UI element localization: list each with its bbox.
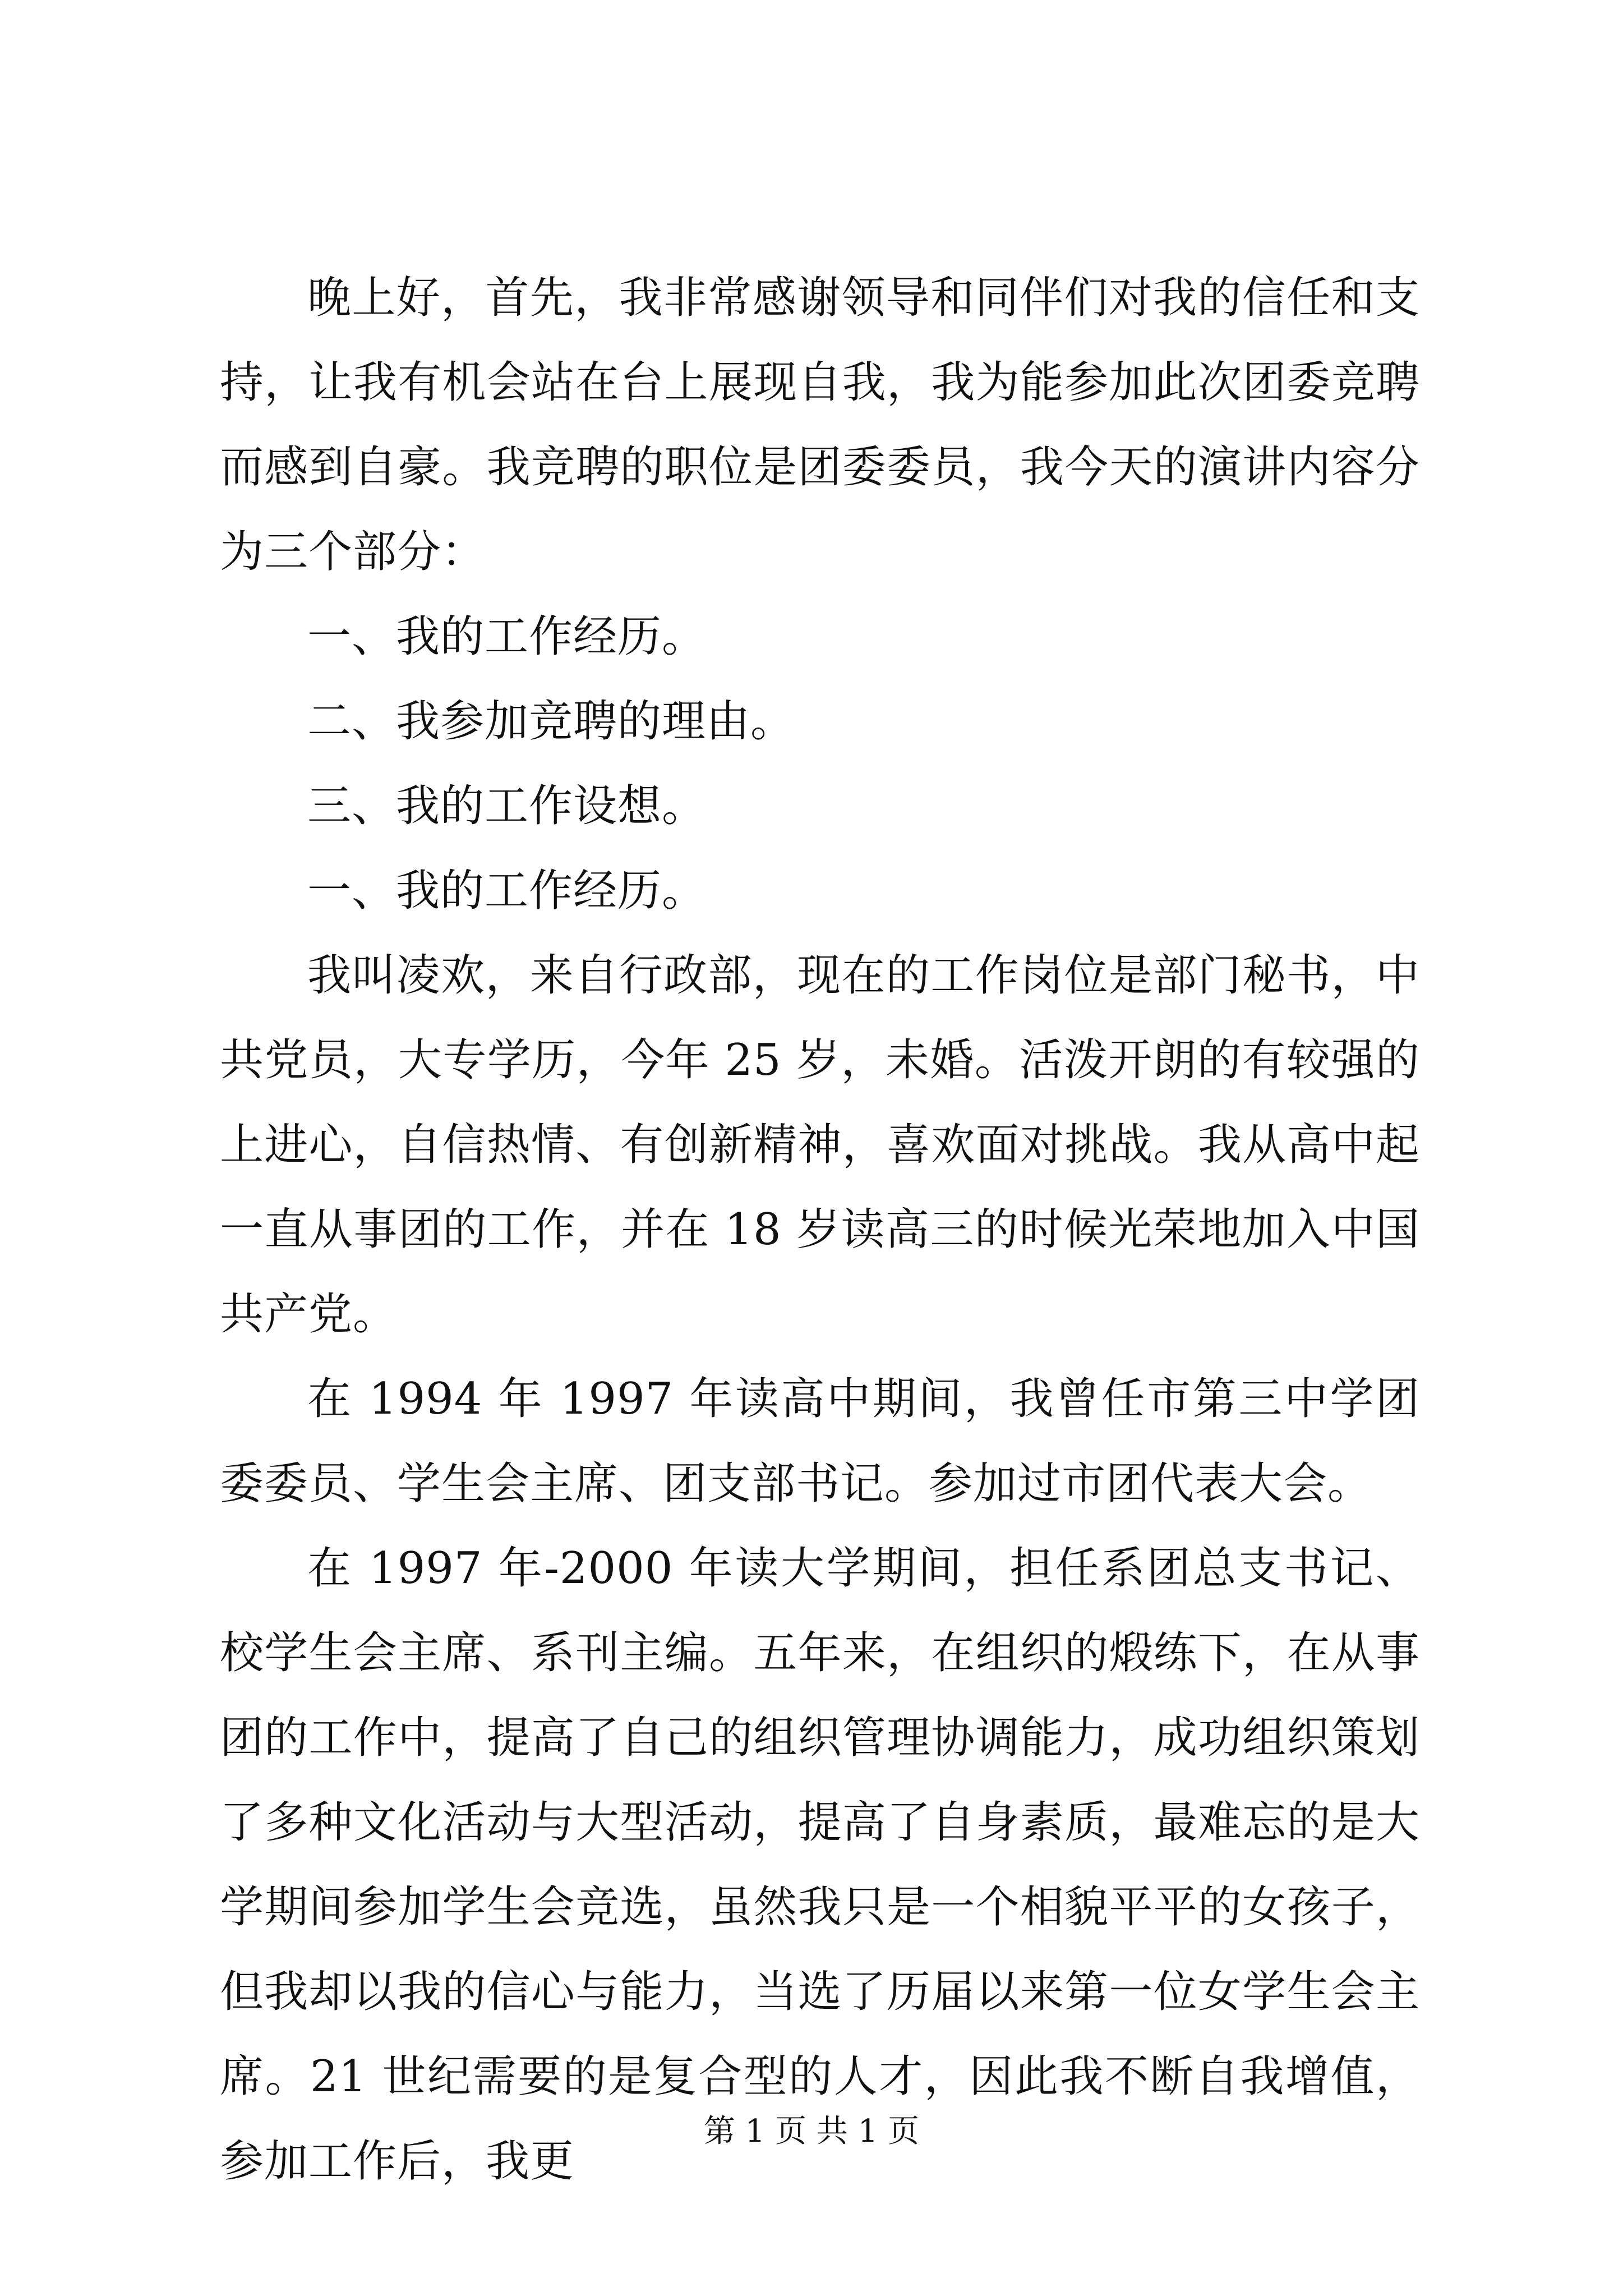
paragraph-introduction: 我叫凌欢，来自行政部，现在的工作岗位是部门秘书，中共党员，大专学历，今年 25 岁，未婚。活泼开朗的有较强的上进心，自信热情、有创新精神，喜欢面对挑战。我从高中起一直从事团的工作，并在 18 岁读高三的时候光荣地加入中国共产党。 [220,950,1420,1340]
section-heading-work-experience: 一、我的工作经历。 [307,866,707,916]
paragraph-university: 在 1997 年-2000 年读大学期间，担任系团总支书记、校学生会主席、系刊主编。五年来，在组织的煅练下，在从事团的工作中，提高了自己的组织管理协调能力，成功组织策划了多种文化活动与大型活动，提高了自身素质，最难忘的是大学期间参加学生会竞选，虽然我只是一个相貌平平的女孩子，但我却以我的信心与能力，当选了历届以来第一位女学生会主席。21 世纪需要的是复合型的人才，因此我不断自我增值，参加工作后，我更 [220,1543,1420,2187]
paragraph-greeting: 晚上好，首先，我非常感谢领导和同伴们对我的信任和支持，让我有机会站在台上展现自我，我为能参加此次团委竞聘而感到自豪。我竞聘的职位是团委委员，我今天的演讲内容分为三个部分： [220,273,1420,577]
outline-item-1: 一、我的工作经历。 [307,611,707,662]
outline-item-3: 三、我的工作设想。 [307,781,707,831]
paragraph-high-school: 在 1994 年 1997 年读高中期间，我曾任市第三中学团委委员、学生会主席、团支部书记。参加过市团代表大会。 [220,1374,1420,1509]
outline-item-2: 二、我参加竞聘的理由。 [307,696,795,747]
document-body [220,256,1420,2204]
page-footer: 第 1 页 共 1 页 [703,2113,920,2150]
